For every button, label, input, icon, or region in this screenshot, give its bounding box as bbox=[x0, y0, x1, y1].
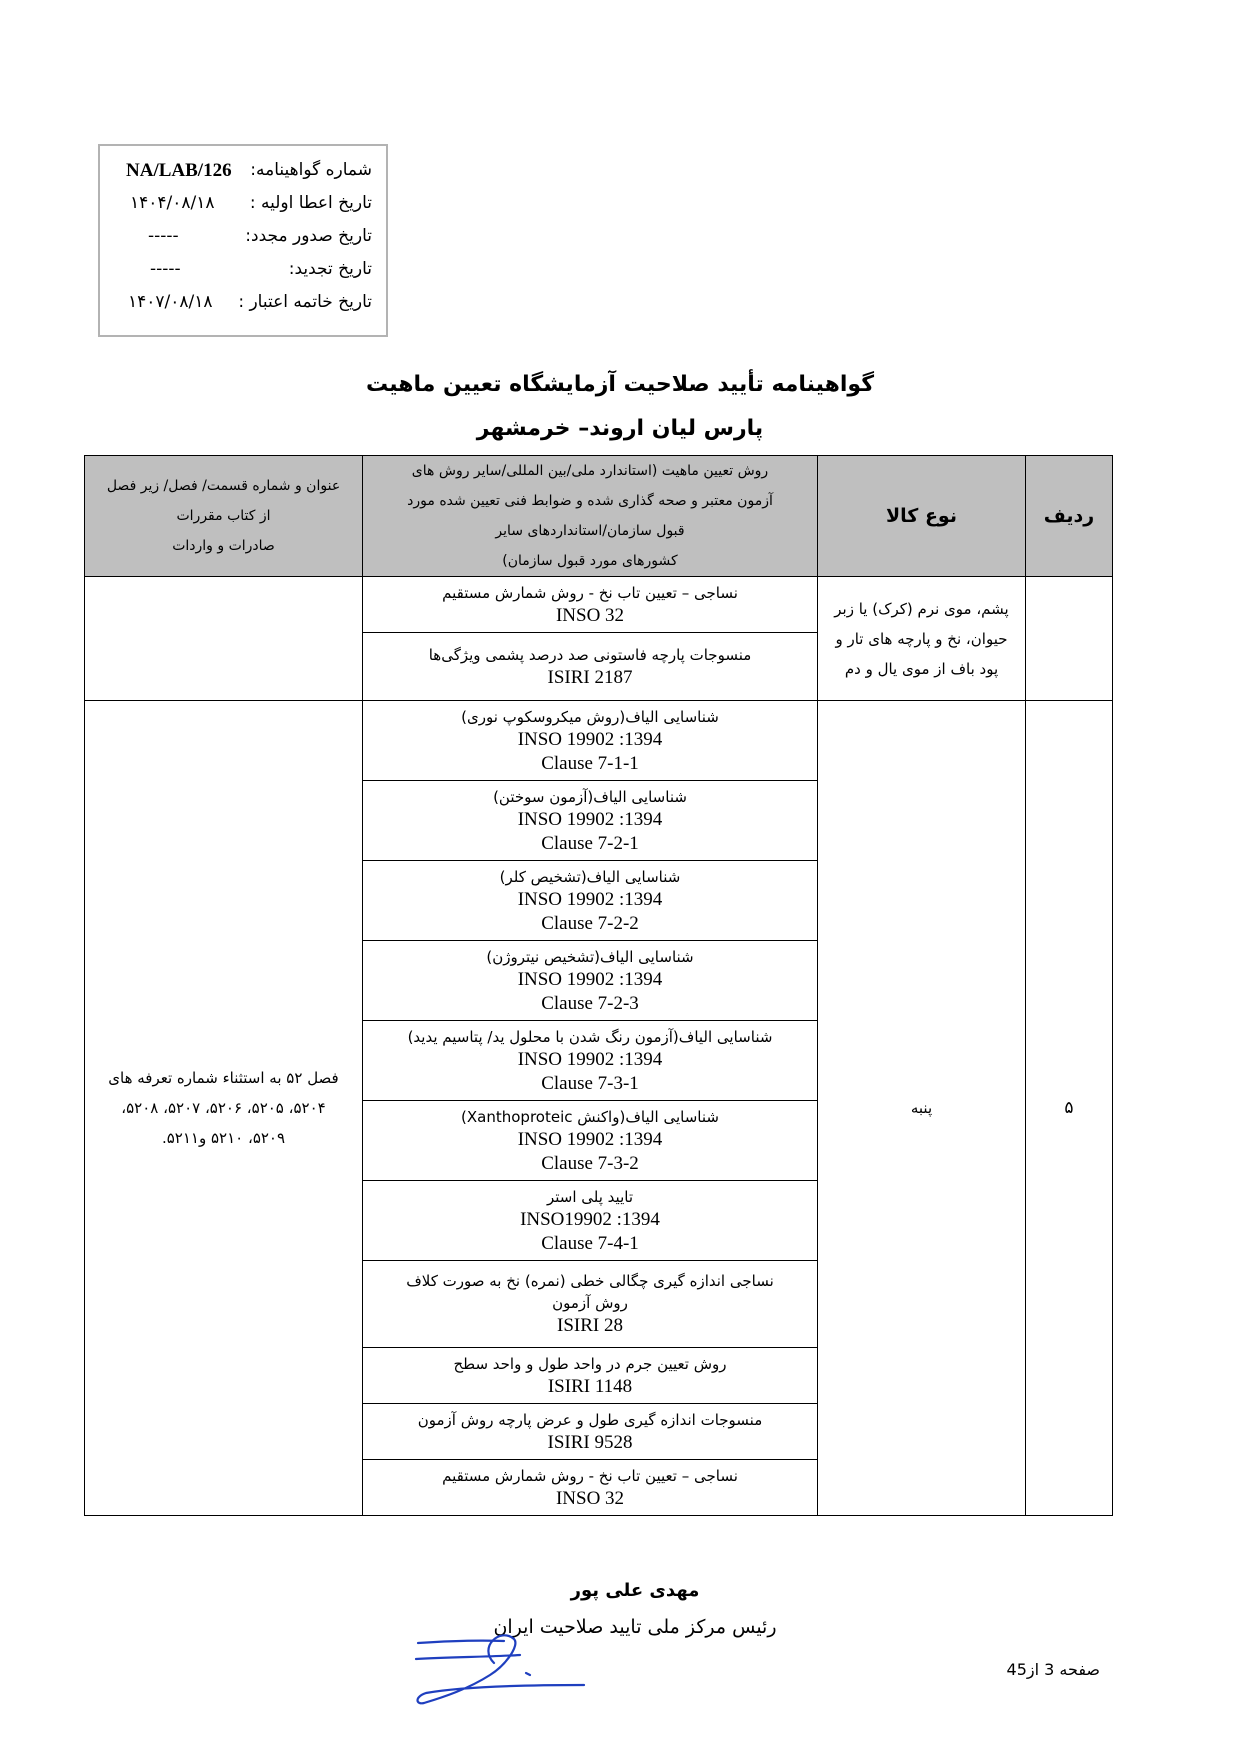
method-standard: INSO 19902 :1394 bbox=[517, 888, 663, 910]
table-row bbox=[85, 577, 1113, 633]
header-row-number: ردیف bbox=[1026, 456, 1113, 577]
method-standard: ISIRI 2187 bbox=[547, 666, 633, 688]
method-clause: Clause 7-1-1 bbox=[541, 752, 639, 774]
certificate-number-value: NA/LAB/126 bbox=[126, 160, 232, 181]
method-standard: ISIRI 9528 bbox=[547, 1431, 633, 1453]
method-clause: Clause 7-4-1 bbox=[541, 1232, 639, 1254]
method-name: شناسایی الیاف(تشخیص کلر) bbox=[499, 867, 681, 886]
header-title-line: عنوان و شماره قسمت/ فصل/ زیر فصل bbox=[106, 478, 341, 494]
method-standard: ISIRI 28 bbox=[557, 1315, 623, 1336]
header-method-line: قبول سازمان/استانداردهای سایر bbox=[495, 523, 685, 539]
row-number-cell: ۵ bbox=[1026, 701, 1113, 1516]
method-cell bbox=[363, 1021, 818, 1101]
method-clause: Clause 7-2-3 bbox=[541, 992, 639, 1014]
method-name: شناسایی الیاف(آزمون سوختن) bbox=[493, 787, 687, 806]
method-cell bbox=[363, 941, 818, 1021]
method-cell bbox=[363, 1404, 818, 1460]
reissue-date-label: تاریخ صدور مجدد: bbox=[245, 226, 372, 246]
method-clause: Clause 7-2-1 bbox=[541, 832, 639, 854]
certificate-number-row bbox=[100, 154, 386, 187]
method-name: شناسایی الیاف(واکنش Xanthoproteic) bbox=[461, 1107, 719, 1126]
table-header-row bbox=[85, 456, 1113, 577]
method-name: نساجی – تعیین تاب نخ - روش شمارش مستقیم bbox=[442, 1466, 738, 1485]
method-cell bbox=[363, 577, 818, 633]
header-title-line: صادرات و واردات bbox=[172, 538, 275, 554]
regulation-title-cell bbox=[85, 577, 363, 701]
goods-cell-cotton: پنبه bbox=[818, 701, 1026, 1516]
goods-line: حیوان، نخ و پارچه های تار و bbox=[835, 629, 1008, 648]
row-number-cell bbox=[1026, 577, 1113, 701]
method-standard: INSO 32 bbox=[555, 1487, 625, 1509]
header-method-line: آزمون معتبر و صحه گذاری شده و ضوابط فنی تعیین شده مورد bbox=[407, 493, 773, 509]
method-name: روش تعیین جرم در واحد طول و واحد سطح bbox=[453, 1354, 727, 1373]
method-name: منسوجات اندازه گیری طول و عرض پارچه روش آزمون bbox=[417, 1410, 763, 1429]
reissue-date-value: ----- bbox=[148, 226, 179, 246]
goods-line: پشم، موی نرم (کرک) یا زبر bbox=[834, 599, 1009, 618]
method-standard: INSO 19902 :1394 bbox=[517, 1128, 663, 1150]
signer-position: رئیس مرکز ملی تایید صلاحیت ایران bbox=[493, 1616, 777, 1638]
expiry-date-label: تاریخ خاتمه اعتبار : bbox=[238, 292, 372, 312]
initial-issue-date-value: ۱۴۰۴/۰۸/۱۸ bbox=[130, 193, 215, 213]
scope-table bbox=[84, 455, 1113, 1516]
method-standard: INSO 19902 :1394 bbox=[517, 728, 663, 750]
header-method bbox=[363, 456, 818, 577]
laboratory-name: پارس لیان اروند– خرمشهر bbox=[476, 416, 764, 441]
regulation-title-cell bbox=[85, 701, 363, 1516]
certificate-info-box bbox=[98, 144, 388, 337]
method-clause: Clause 7-2-2 bbox=[541, 912, 639, 934]
method-clause: Clause 7-3-2 bbox=[541, 1152, 639, 1174]
method-standard: INSO 19902 :1394 bbox=[517, 968, 663, 990]
expiry-date-row bbox=[100, 286, 386, 319]
page-number: صفحه 3 از45 bbox=[1006, 1660, 1100, 1679]
header-regulation-title bbox=[85, 456, 363, 577]
method-cell bbox=[363, 701, 818, 781]
method-standard: INSO 19902 :1394 bbox=[517, 808, 663, 830]
signer-name: مهدی علی پور bbox=[570, 1580, 700, 1601]
table-row bbox=[85, 701, 1113, 781]
method-cell bbox=[363, 1261, 818, 1348]
method-name: تایید پلی استر bbox=[546, 1187, 634, 1206]
method-name: شناسایی الیاف(آزمون رنگ شدن با محلول ید/ پتاسیم یدید) bbox=[407, 1027, 773, 1046]
header-title-line: از کتاب مقررات bbox=[176, 508, 271, 524]
initial-issue-date-row bbox=[100, 187, 386, 220]
method-name-line2: روش آزمون bbox=[552, 1294, 628, 1312]
header-method-line: روش تعیین ماهیت (استاندارد ملی/بین المللی/سایر روش های bbox=[411, 463, 769, 479]
reissue-date-row bbox=[100, 220, 386, 253]
signature-image bbox=[408, 1605, 628, 1710]
method-standard: INSO19902 :1394 bbox=[520, 1208, 660, 1230]
goods-line: پود باف از موی یال و دم bbox=[844, 659, 999, 678]
renewal-date-row bbox=[100, 253, 386, 286]
method-name: شناسایی الیاف(تشخیص نیتروژن) bbox=[486, 947, 694, 966]
method-name: منسوجات پارچه فاستونی صد درصد پشمی ویژگی‌ها bbox=[428, 645, 752, 664]
method-cell bbox=[363, 633, 818, 701]
regulation-title-line: فصل ۵۲ به استثناء شماره تعرفه های bbox=[108, 1069, 339, 1087]
regulation-title-line: ۵۲۰۹، ۵۲۱۰ و۵۲۱۱. bbox=[161, 1129, 286, 1147]
regulation-title-line: ۵۲۰۴، ۵۲۰۵، ۵۲۰۶، ۵۲۰۷، ۵۲۰۸، bbox=[121, 1099, 326, 1117]
method-cell bbox=[363, 781, 818, 861]
method-clause: Clause 7-3-1 bbox=[541, 1072, 639, 1094]
initial-issue-date-label: تاریخ اعطا اولیه : bbox=[249, 193, 372, 213]
renewal-date-label: تاریخ تجدید: bbox=[288, 259, 372, 279]
method-name: نساجی اندازه گیری چگالی خطی (نمره) نخ به صورت کلاف bbox=[406, 1272, 774, 1290]
method-cell bbox=[363, 861, 818, 941]
header-goods-type: نوع کالا bbox=[818, 456, 1026, 577]
document-title: گواهینامه تأیید صلاحیت آزمایشگاه تعیین ماهیت bbox=[365, 372, 875, 397]
method-name: شناسایی الیاف(روش میکروسکوپ نوری) bbox=[461, 707, 719, 726]
method-cell bbox=[363, 1348, 818, 1404]
method-name: نساجی – تعیین تاب نخ - روش شمارش مستقیم bbox=[442, 583, 738, 602]
method-cell bbox=[363, 1460, 818, 1516]
certificate-number-label: شماره گواهینامه: bbox=[250, 160, 372, 180]
renewal-date-value: ----- bbox=[150, 259, 181, 279]
method-standard: INSO 32 bbox=[555, 604, 625, 626]
method-standard: INSO 19902 :1394 bbox=[517, 1048, 663, 1070]
goods-cell-wool bbox=[818, 577, 1026, 701]
method-cell bbox=[363, 1181, 818, 1261]
method-standard: ISIRI 1148 bbox=[547, 1375, 633, 1397]
method-cell bbox=[363, 1101, 818, 1181]
expiry-date-value: ۱۴۰۷/۰۸/۱۸ bbox=[128, 292, 213, 312]
header-method-line: کشورهای مورد قبول سازمان) bbox=[502, 553, 678, 569]
